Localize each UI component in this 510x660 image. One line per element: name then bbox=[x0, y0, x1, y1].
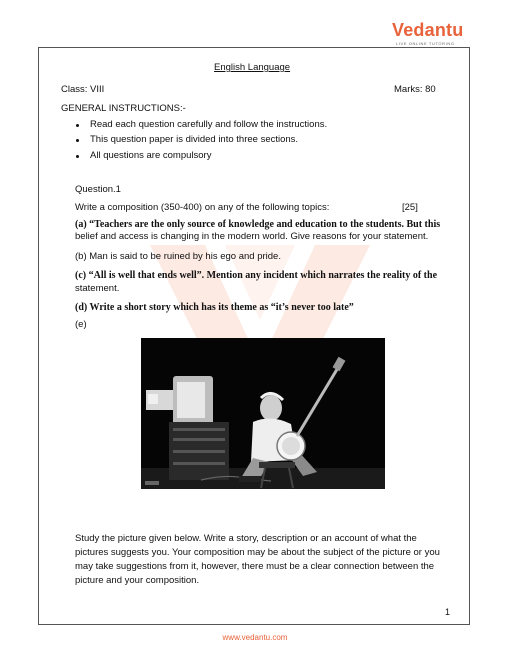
guitarist-photo bbox=[141, 338, 385, 489]
bullet-dot bbox=[76, 124, 79, 127]
picture-instruction-line: picture and your composition. bbox=[75, 575, 200, 586]
paper-title: English Language bbox=[214, 62, 291, 73]
question-prompt: Write a composition (350-400) on any of the following topics: bbox=[75, 202, 330, 213]
option-c-line1: (c) “All is well that ends well”. Mention any incident which narrates the reality of the bbox=[75, 270, 438, 281]
picture-instruction-line: may take suggestions from it, however, there must be a clear connection between the bbox=[75, 561, 435, 572]
option-a-line1: (a) “Teachers are the only source of knowledge and education to the students. But this bbox=[75, 219, 441, 230]
picture-instruction-line: pictures suggests you. Your composition may be about the subject of the picture or you bbox=[75, 547, 440, 558]
option-e: (e) bbox=[75, 319, 87, 330]
question-number: Question.1 bbox=[75, 184, 121, 195]
option-b: (b) Man is said to be ruined by his ego and pride. bbox=[75, 251, 281, 262]
page-number: 1 bbox=[445, 607, 451, 617]
logo-wordmark: Vedantu bbox=[392, 20, 464, 40]
option-c-line2: statement. bbox=[75, 283, 120, 294]
bullet-dot bbox=[76, 155, 79, 158]
option-d: (d) Write a short story which has its theme as “it’s never too late” bbox=[75, 302, 354, 313]
instruction-item: All questions are compulsory bbox=[90, 150, 212, 161]
marks-label: Marks: 80 bbox=[394, 84, 436, 95]
class-label: Class: VIII bbox=[61, 84, 105, 95]
instruction-item: Read each question carefully and follow the instructions. bbox=[90, 119, 328, 130]
footer-url-link[interactable]: www.vedantu.com bbox=[222, 633, 288, 642]
instruction-item: This question paper is divided into three sections. bbox=[90, 134, 299, 145]
bullet-dot bbox=[76, 139, 79, 142]
picture-instruction-line: Study the picture given below. Write a story, description or an account of what the bbox=[75, 533, 417, 544]
option-a-line2: belief and access is changing in the modern world. Give reasons for your statement. bbox=[75, 231, 429, 242]
question-marks: [25] bbox=[402, 202, 418, 213]
logo-tagline: LIVE ONLINE TUTORING bbox=[396, 41, 455, 46]
vedantu-logo bbox=[392, 20, 472, 50]
instructions-heading: GENERAL INSTRUCTIONS:- bbox=[61, 103, 186, 114]
